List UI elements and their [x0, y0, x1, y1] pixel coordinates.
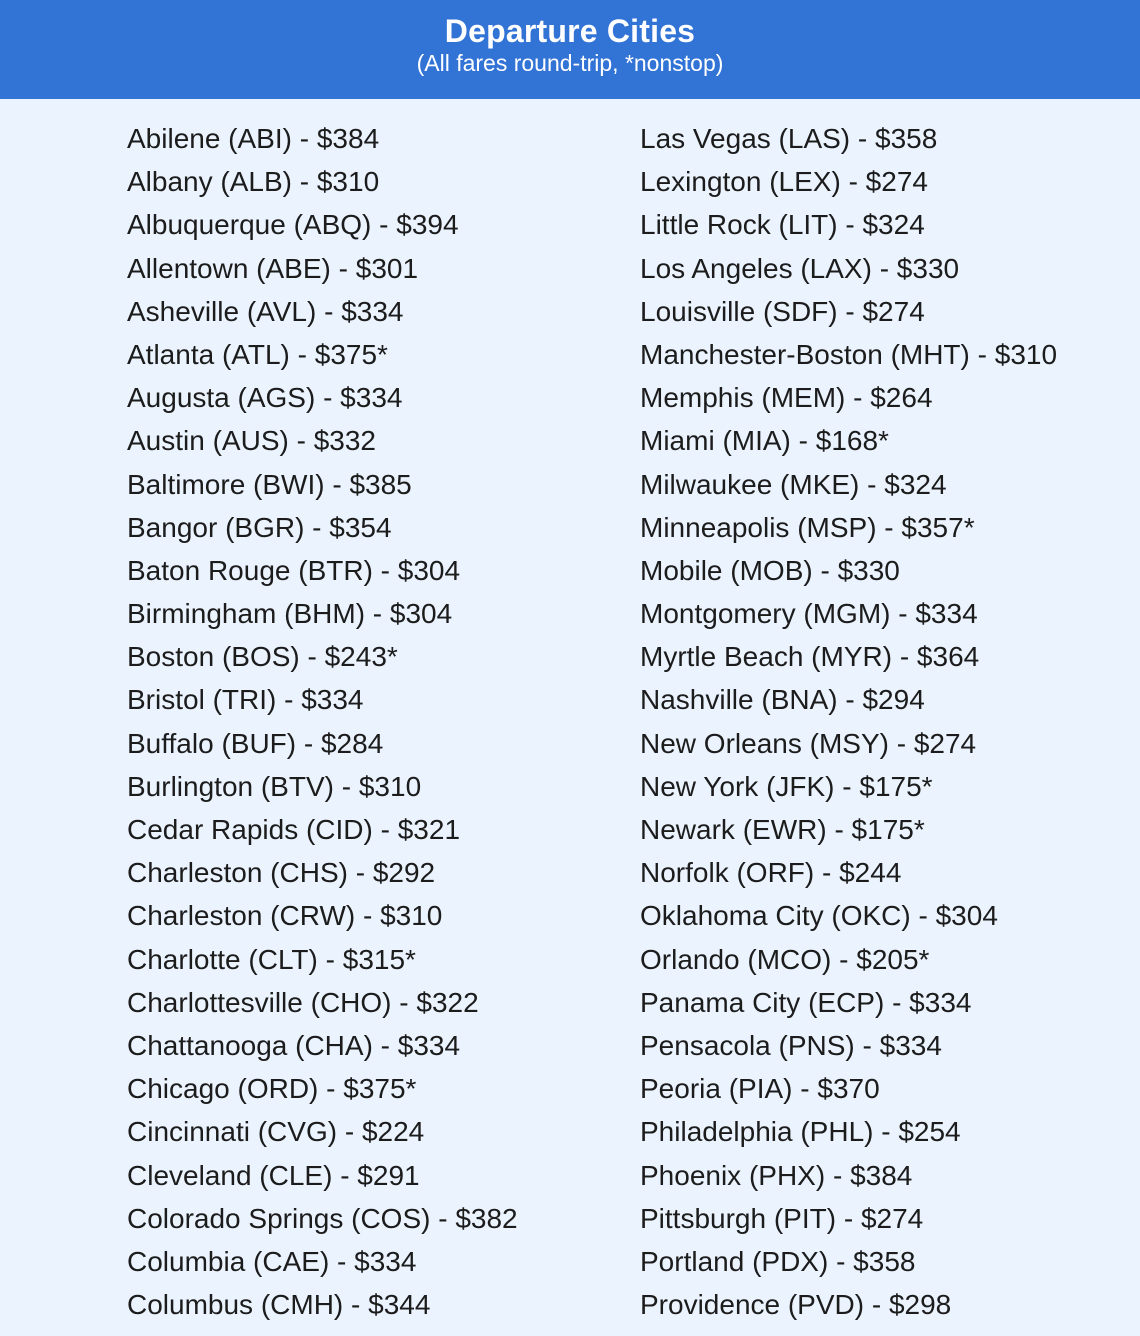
city-fare-item: Boston (BOS) - $243* [127, 641, 398, 673]
city-fare-item: Las Vegas (LAS) - $358 [640, 123, 938, 154]
city-columns [0, 117, 1140, 1336]
page-subtitle: (All fares round-trip, *nonstop) [416, 50, 724, 76]
city-fare-item: Cincinnati (CVG) - $224 [127, 1116, 425, 1148]
city-fare-item: Burlington (BTV) - $310 [127, 770, 422, 802]
city-fare-item: Little Rock (LIT) - $324 [640, 209, 925, 241]
city-fare-item: Philadelphia (PHL) - $254 [640, 1116, 961, 1148]
city-fare-item: New York (JFK) - $175* [640, 770, 933, 802]
city-fare-item: Charleston (CHS) - $292 [127, 857, 436, 889]
city-fare-item: Chattanooga (CHA) - $334 [127, 1029, 461, 1061]
city-fare-item: Miami (MIA) - $168* [640, 425, 889, 457]
city-fare-item: Bristol (TRI) - $334 [127, 684, 364, 716]
city-fare-item: Pensacola (PNS) - $334 [640, 1029, 942, 1061]
city-fare-item: Charlottesville (CHO) - $322 [127, 986, 479, 1018]
city-fare-item: Montgomery (MGM) - $334 [640, 598, 978, 630]
city-fare-item: Allentown (ABE) - $301 [127, 252, 419, 284]
city-fare-item: Colorado Springs (COS) - $382 [127, 1202, 518, 1234]
city-fare-item: Oklahoma City (OKC) - $304 [640, 900, 998, 932]
city-fare-item: Albany (ALB) - $310 [127, 166, 380, 198]
city-fare-item: Baton Rouge (BTR) - $304 [127, 554, 461, 586]
header-banner [0, 0, 1140, 99]
city-fare-item: Pittsburgh (PIT) - $274 [640, 1202, 924, 1234]
city-fare-item: Portland (PDX) - $358 [640, 1245, 916, 1277]
city-fare-item: Providence (PVD) - $298 [640, 1289, 952, 1321]
city-fare-item: Abilene (ABI) - $384 [127, 123, 380, 154]
city-fare-item: Phoenix (PHX) - $384 [640, 1159, 913, 1191]
city-fare-item: Atlanta (ATL) - $375* [127, 338, 388, 370]
city-fare-item: Buffalo (BUF) - $284 [127, 727, 384, 759]
city-fare-item: Memphis (MEM) - $264 [640, 382, 933, 414]
city-fare-item: Panama City (ECP) - $334 [640, 986, 972, 1018]
city-fare-item: Norfolk (ORF) - $244 [640, 857, 902, 889]
city-fare-item: Louisville (SDF) - $274 [640, 295, 925, 327]
city-fare-item: Charlotte (CLT) - $315* [127, 943, 416, 975]
city-fare-item: Austin (AUS) - $332 [127, 425, 376, 457]
right-city-list [640, 117, 1057, 1326]
city-fare-item: Cleveland (CLE) - $291 [127, 1159, 420, 1191]
city-fare-item: Mobile (MOB) - $330 [640, 554, 900, 586]
city-fare-item: Albuquerque (ABQ) - $394 [127, 209, 459, 241]
city-fare-item: Columbia (CAE) - $334 [127, 1245, 417, 1277]
city-fare-item: Bangor (BGR) - $354 [127, 511, 392, 543]
city-fare-item: Augusta (AGS) - $334 [127, 382, 403, 414]
city-fare-item: Orlando (MCO) - $205* [640, 943, 930, 975]
city-fare-item: Chicago (ORD) - $375* [127, 1073, 417, 1105]
city-fare-item: Newark (EWR) - $175* [640, 814, 925, 845]
city-fare-item: Nashville (BNA) - $294 [640, 684, 925, 716]
city-fare-item: Charleston (CRW) - $310 [127, 900, 443, 932]
city-fare-item: Los Angeles (LAX) - $330 [640, 252, 960, 284]
city-fare-item: Baltimore (BWI) - $385 [127, 468, 412, 500]
city-fare-item: Cedar Rapids (CID) - $321 [127, 814, 461, 845]
city-fare-item: New Orleans (MSY) - $274 [640, 727, 977, 759]
page-title: Departure Cities [444, 13, 696, 49]
city-fare-item: Birmingham (BHM) - $304 [127, 598, 453, 630]
city-fare-item: Columbus (CMH) - $344 [127, 1289, 431, 1321]
city-fare-item: Peoria (PIA) - $370 [640, 1073, 880, 1105]
city-fare-item: Myrtle Beach (MYR) - $364 [640, 641, 980, 673]
left-city-list [127, 117, 518, 1326]
city-fare-item: Asheville (AVL) - $334 [127, 295, 404, 327]
city-fare-item: Milwaukee (MKE) - $324 [640, 468, 947, 500]
city-fare-item: Lexington (LEX) - $274 [640, 166, 928, 198]
city-fare-item: Minneapolis (MSP) - $357* [640, 511, 975, 543]
city-fare-item: Manchester-Boston (MHT) - $310 [640, 338, 1058, 370]
